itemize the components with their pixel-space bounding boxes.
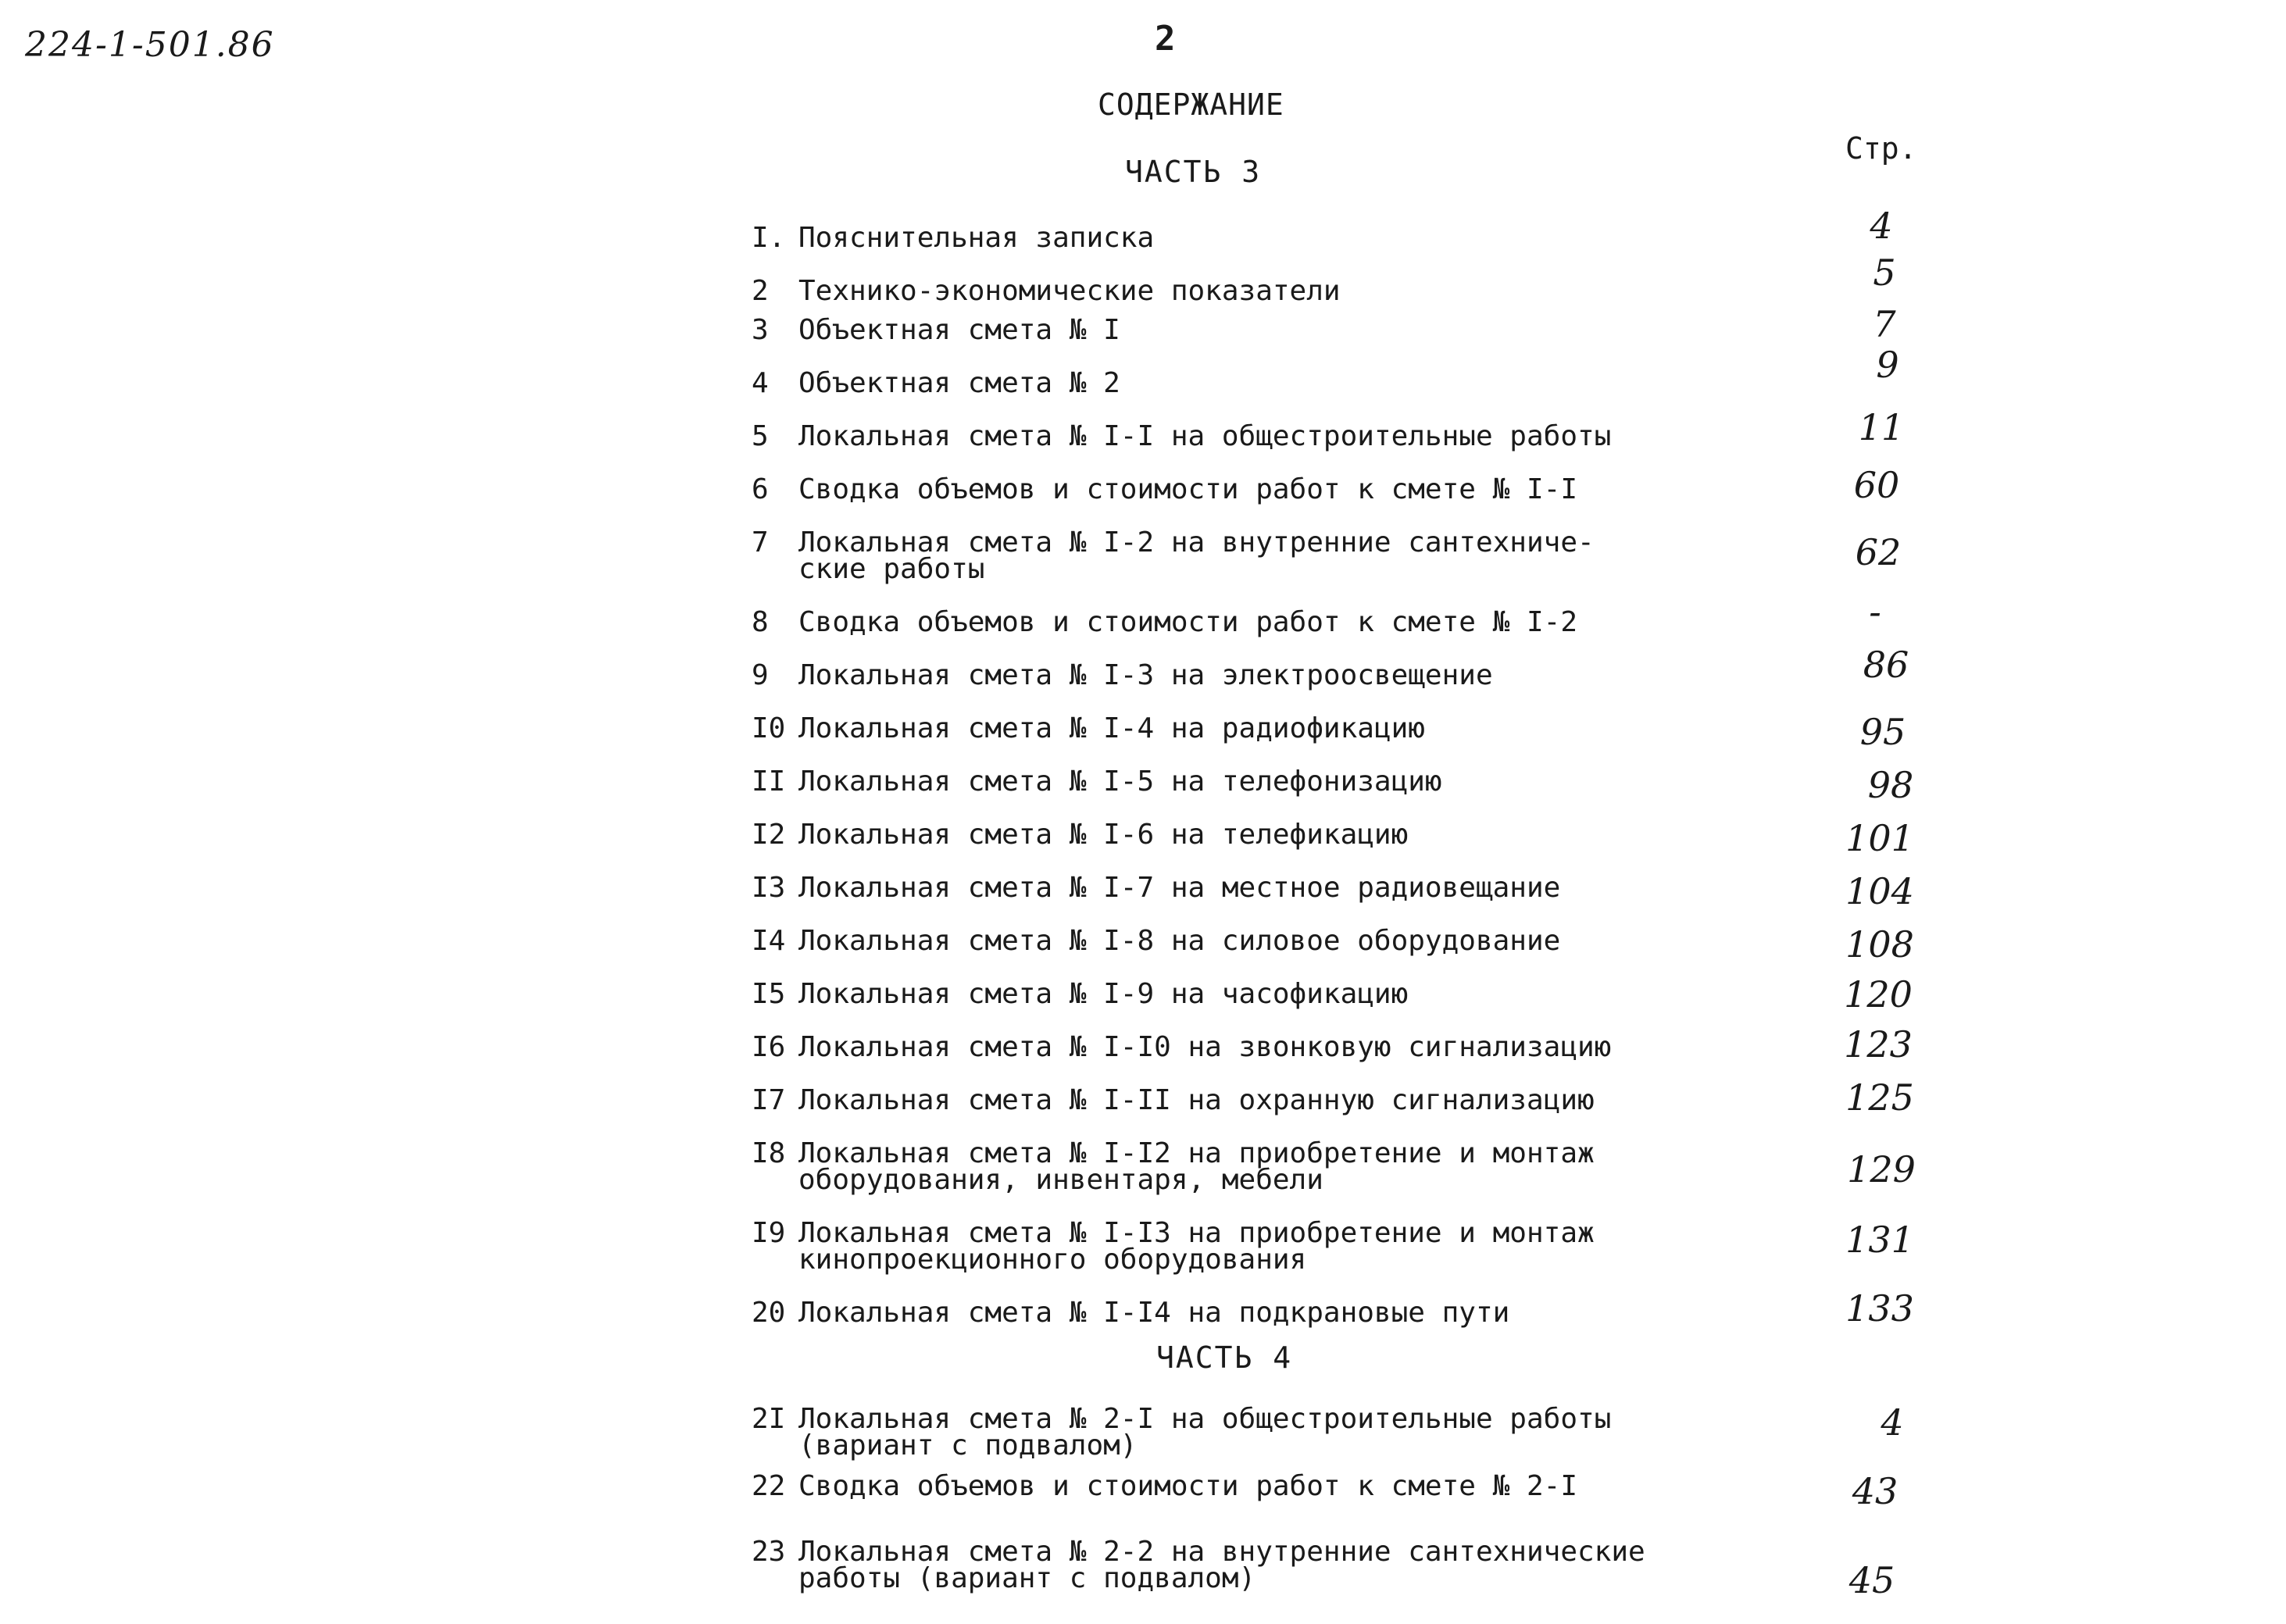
toc-item-text: Сводка объемов и стоимости работ к смете № I-I [798,473,1577,505]
toc-item-page: 133 [1845,1287,1914,1330]
toc-item-text: Локальная смета № I-9 на часофикацию [798,978,1409,1010]
toc-item-text: Локальная смета № I-8 на силовое оборудование [798,925,1561,957]
toc-item-number: I3 [752,872,786,904]
toc-item-page: 95 [1859,711,1906,753]
toc-item-number: I5 [752,978,786,1010]
toc-item-page: 101 [1845,817,1914,859]
toc-item-text: Локальная смета № 2-I на общестроительные работы (вариант с подвалом) [798,1403,1612,1462]
toc-item-text: Локальная смета № 2-2 на внутренние сантехнические работы (вариант с подвалом) [798,1536,1645,1594]
toc-item-text: Локальная смета № I-4 на радиофикацию [798,712,1425,744]
toc-item-number: 8 [752,606,769,638]
toc-item-number: 22 [752,1470,786,1502]
toc-item-page: 129 [1847,1148,1916,1190]
toc-item-text: Локальная смета № I-5 на телефонизацию [798,766,1442,798]
toc-item-text: Локальная смета № I-I на общестроительные работы [798,420,1612,452]
toc-item-page: 62 [1855,531,1902,573]
part-heading: ЧАСТЬ 4 [1156,1340,1293,1375]
toc-item-text: Локальная смета № I-2 на внутренние сантехниче- ские работы [798,526,1595,585]
toc-item-text: Локальная смета № I-I3 на приобретение и монтаж кинопроекционного оборудования [798,1217,1595,1276]
toc-item-number: 2 [752,275,769,307]
document-code: 224-1-501.86 [25,25,275,65]
toc-item-number: II [752,766,786,798]
toc-item-number: 5 [752,420,769,452]
toc-item-page: 108 [1845,923,1914,965]
toc-item-page: 104 [1845,870,1914,912]
toc-item-number: I0 [752,712,786,744]
toc-item-text: Объектная смета № I [798,314,1120,346]
toc-item-text: Локальная смета № I-I0 на звонковую сигнализацию [798,1031,1612,1063]
toc-item-page: 45 [1848,1559,1895,1601]
toc-item-number: I9 [752,1217,786,1249]
toc-item-number: I8 [752,1137,786,1169]
part-heading: ЧАСТЬ 3 [1125,155,1262,189]
toc-item-text: Объектная смета № 2 [798,367,1120,399]
toc-item-number: 20 [752,1297,786,1329]
toc-item-page: 131 [1845,1219,1914,1261]
page-column-header: Стр. [1845,131,1917,166]
toc-item-page: 7 [1873,303,1896,345]
toc-item-text: Локальная смета № I-3 на электроосвещение [798,659,1493,691]
toc-item-page: 43 [1852,1470,1898,1512]
toc-item-text: Сводка объемов и стоимости работ к смете № I-2 [798,606,1577,638]
toc-item-number: 9 [752,659,769,691]
toc-item-page: 4 [1870,205,1893,247]
toc-item-text: Сводка объемов и стоимости работ к смете № 2-I [798,1470,1577,1502]
toc-item-number: 2I [752,1403,786,1435]
toc-item-text: Локальная смета № I-I4 на подкрановые пути [798,1297,1510,1329]
toc-item-number: 6 [752,473,769,505]
toc-item-number: I6 [752,1031,786,1063]
toc-item-number: I7 [752,1084,786,1116]
page-number: 2 [1155,19,1176,59]
toc-item-number: 3 [752,314,769,346]
toc-item-page: 123 [1844,1023,1913,1065]
toc-item-number: 4 [752,367,769,399]
toc-item-number: 23 [752,1536,786,1568]
toc-item-page: 98 [1867,764,1914,806]
toc-item-page: 9 [1876,344,1899,386]
toc-item-page: 11 [1858,406,1905,448]
toc-item-page: 125 [1845,1076,1914,1119]
toc-item-number: I4 [752,925,786,957]
toc-item-text: Локальная смета № I-I2 на приобретение и монтаж оборудования, инвентаря, мебели [798,1137,1595,1196]
page-title: СОДЕРЖАНИЕ [1098,87,1284,122]
toc-item-page: 4 [1881,1401,1904,1444]
toc-item-number: 7 [752,526,769,559]
toc-item-page: 120 [1844,973,1913,1015]
toc-item-number: I. [752,222,786,254]
toc-item-page: 60 [1853,464,1900,506]
toc-item-page: - [1869,591,1881,633]
toc-item-page: 86 [1863,644,1909,686]
toc-item-page: 5 [1873,252,1896,294]
toc-item-text: Локальная смета № I-7 на местное радиовещание [798,872,1561,904]
toc-item-text: Технико-экономические показатели [798,275,1341,307]
toc-item-text: Пояснительная записка [798,222,1155,254]
toc-item-text: Локальная смета № I-II на охранную сигнализацию [798,1084,1595,1116]
toc-item-text: Локальная смета № I-6 на телефикацию [798,819,1409,851]
toc-item-number: I2 [752,819,786,851]
